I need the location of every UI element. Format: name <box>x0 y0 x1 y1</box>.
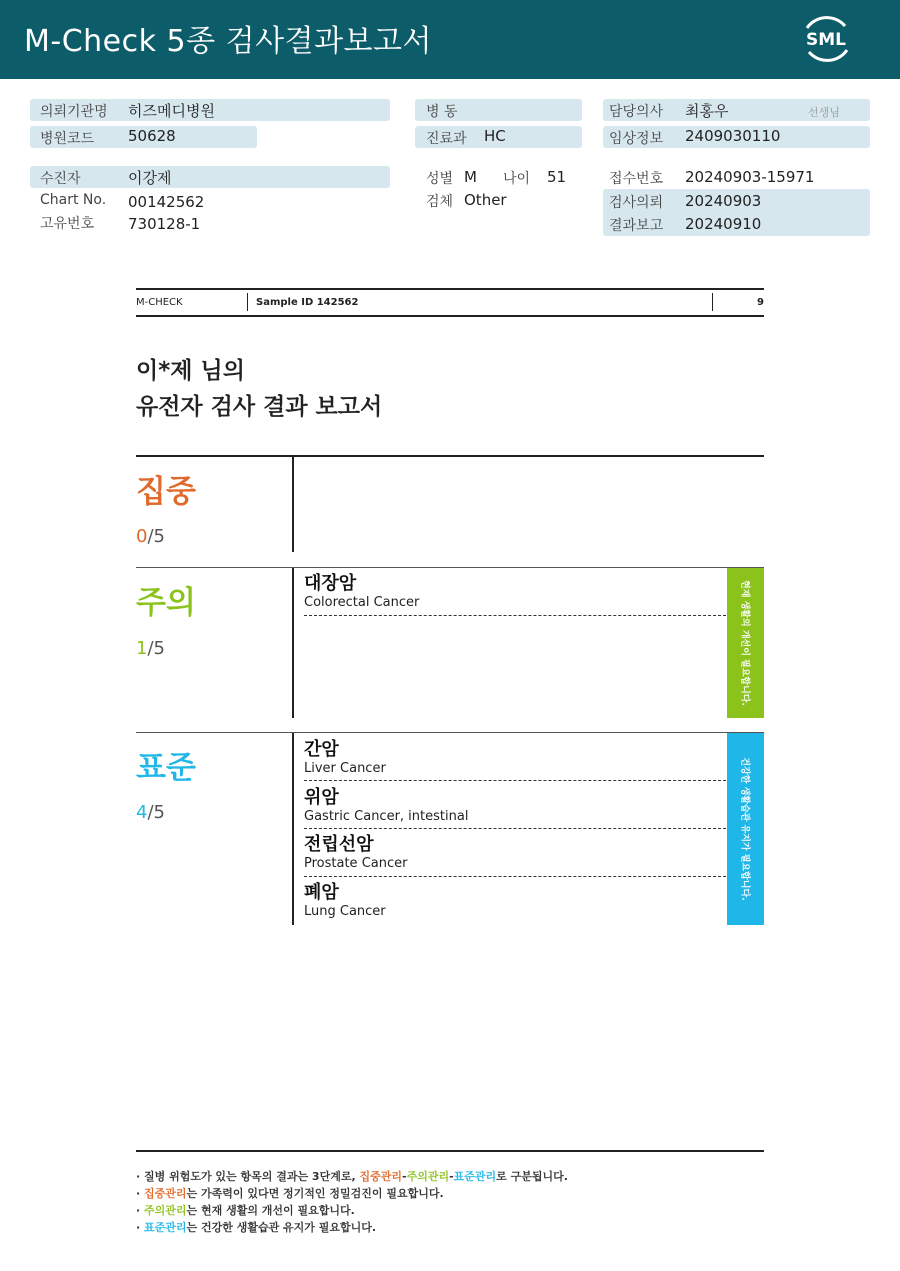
standard-item <box>304 787 724 825</box>
note-caution: 주의관리 <box>144 1204 187 1217</box>
caution-count-value: 1 <box>136 638 148 659</box>
standard-item <box>304 834 724 872</box>
report-bottom-rule <box>136 315 764 317</box>
section-divider <box>292 568 294 718</box>
dept-value: HC <box>484 127 506 145</box>
item-separator <box>304 828 726 829</box>
note-text: 는 가족력이 있다면 정기적인 정밀검진이 필요합니다. <box>186 1187 444 1200</box>
note-line: · 집중관리는 가족력이 있다면 정기적인 정밀검진이 필요합니다. <box>136 1187 444 1200</box>
item-name-en: Liver Cancer <box>304 761 386 776</box>
uid-value: 730128-1 <box>128 215 201 233</box>
report-header <box>0 0 900 79</box>
standard-count <box>136 802 165 823</box>
item-name-en: Lung Cancer <box>304 904 386 919</box>
section-divider <box>292 457 294 552</box>
standard-title: 표준 <box>136 750 196 786</box>
age-label: 나이 <box>503 171 531 187</box>
note-line: · 질병 위험도가 있는 항목의 결과는 3단계로, 집중관리-주의관리-표준관리로 구분됩니다. <box>136 1170 568 1183</box>
report-top-rule <box>136 288 764 290</box>
hospital-code-value: 50628 <box>128 127 176 145</box>
note-text: - <box>401 1170 407 1183</box>
note-text: - <box>449 1170 454 1183</box>
dept-label: 진료과 <box>426 131 467 147</box>
svg-text:SML: SML <box>806 30 846 50</box>
patient-value: 이강제 <box>128 169 172 187</box>
note-focus: 집중관리 <box>144 1187 187 1200</box>
note-text: 는 건강한 생활습관 유지가 필요합니다. <box>186 1221 377 1234</box>
hospital-code-label: 병원코드 <box>40 131 95 147</box>
caution-title: 주의 <box>136 585 196 621</box>
clinical-label: 임상정보 <box>609 131 664 147</box>
sex-label: 성별 <box>426 171 454 187</box>
item-separator <box>304 780 726 781</box>
report-headline-name: 이*제 님의 <box>136 358 245 384</box>
ward-label: 병 동 <box>426 104 458 120</box>
report-divider <box>247 293 248 311</box>
item-name-ko: 전립선암 <box>304 834 374 855</box>
notes-rule <box>136 1150 764 1152</box>
receipt-label: 접수번호 <box>609 171 664 187</box>
specimen-value: Other <box>464 191 507 209</box>
item-name-ko: 간암 <box>304 739 339 760</box>
chart-value: 00142562 <box>128 193 205 211</box>
note-text: 로 구분됩니다. <box>496 1170 568 1183</box>
note-line: · 주의관리는 현재 생활의 개선이 필요합니다. <box>136 1204 355 1217</box>
report-title: M-Check 5종 검사결과보고서 <box>24 24 432 59</box>
doctor-label: 담당의사 <box>609 104 664 120</box>
note-standard: 표준관리 <box>144 1221 187 1234</box>
standard-side-label <box>727 733 764 925</box>
institution-value: 히즈메디병원 <box>128 102 215 120</box>
caution-count-total: /5 <box>147 638 165 659</box>
sample-id: Sample ID 142562 <box>256 297 359 308</box>
standard-count-value: 4 <box>136 802 148 823</box>
caution-count <box>136 638 165 659</box>
age-value: 51 <box>547 168 567 186</box>
section-rule <box>136 732 764 733</box>
chart-label: Chart No. <box>40 192 107 208</box>
uid-label: 고유번호 <box>40 216 95 232</box>
note-caution: 주의관리 <box>406 1170 450 1183</box>
note-focus: 집중관리 <box>359 1170 402 1183</box>
report-headline-title: 유전자 검사 결과 보고서 <box>136 394 383 420</box>
item-name-ko: 폐암 <box>304 882 339 903</box>
item-separator <box>304 876 726 877</box>
doctor-suffix: 선생님 <box>808 106 840 119</box>
report-divider <box>712 293 713 311</box>
item-separator <box>304 615 726 616</box>
clinical-value: 2409030110 <box>685 127 781 145</box>
focus-count-value: 0 <box>136 526 148 547</box>
note-standard: 표준관리 <box>453 1170 497 1183</box>
specimen-label: 검체 <box>426 194 454 210</box>
standard-item <box>304 882 724 920</box>
item-name-ko: 위암 <box>304 787 339 808</box>
sex-value: M <box>464 168 477 186</box>
request-label: 검사의뢰 <box>609 195 664 211</box>
section-rule <box>136 567 764 568</box>
standard-side-text: 건강한 생활습관 유지가 필요합니다. <box>739 757 749 901</box>
request-value: 20240903 <box>685 192 762 210</box>
receipt-value: 20240903-15971 <box>685 168 815 186</box>
patient-label: 수진자 <box>40 171 81 187</box>
caution-side-text: 현재 생활의 개선이 필요합니다. <box>739 580 749 706</box>
focus-count-total: /5 <box>147 526 165 547</box>
report-brand: M-CHECK <box>136 297 183 308</box>
doctor-value: 최홍우 <box>685 102 729 120</box>
institution-label: 의뢰기관명 <box>40 104 108 120</box>
section-divider <box>292 733 294 925</box>
note-text: 질병 위험도가 있는 항목의 결과는 3단계로, <box>144 1170 360 1183</box>
sml-logo <box>797 12 855 66</box>
caution-item <box>304 573 724 611</box>
focus-count <box>136 526 165 547</box>
note-line: · 표준관리는 건강한 생활습관 유지가 필요합니다. <box>136 1221 377 1234</box>
page-number: 9 <box>757 297 764 308</box>
item-name-en: Colorectal Cancer <box>304 595 420 610</box>
item-name-en: Gastric Cancer, intestinal <box>304 809 469 824</box>
patient-bar <box>30 166 390 188</box>
item-name-ko: 대장암 <box>304 573 357 594</box>
section-rule <box>136 455 764 457</box>
item-name-en: Prostate Cancer <box>304 856 408 871</box>
result-value: 20240910 <box>685 215 762 233</box>
caution-side-label <box>727 568 764 718</box>
focus-title: 집중 <box>136 474 196 510</box>
result-label: 결과보고 <box>609 218 664 234</box>
note-text: 는 현재 생활의 개선이 필요합니다. <box>186 1204 355 1217</box>
standard-count-total: /5 <box>147 802 165 823</box>
standard-item <box>304 739 724 777</box>
